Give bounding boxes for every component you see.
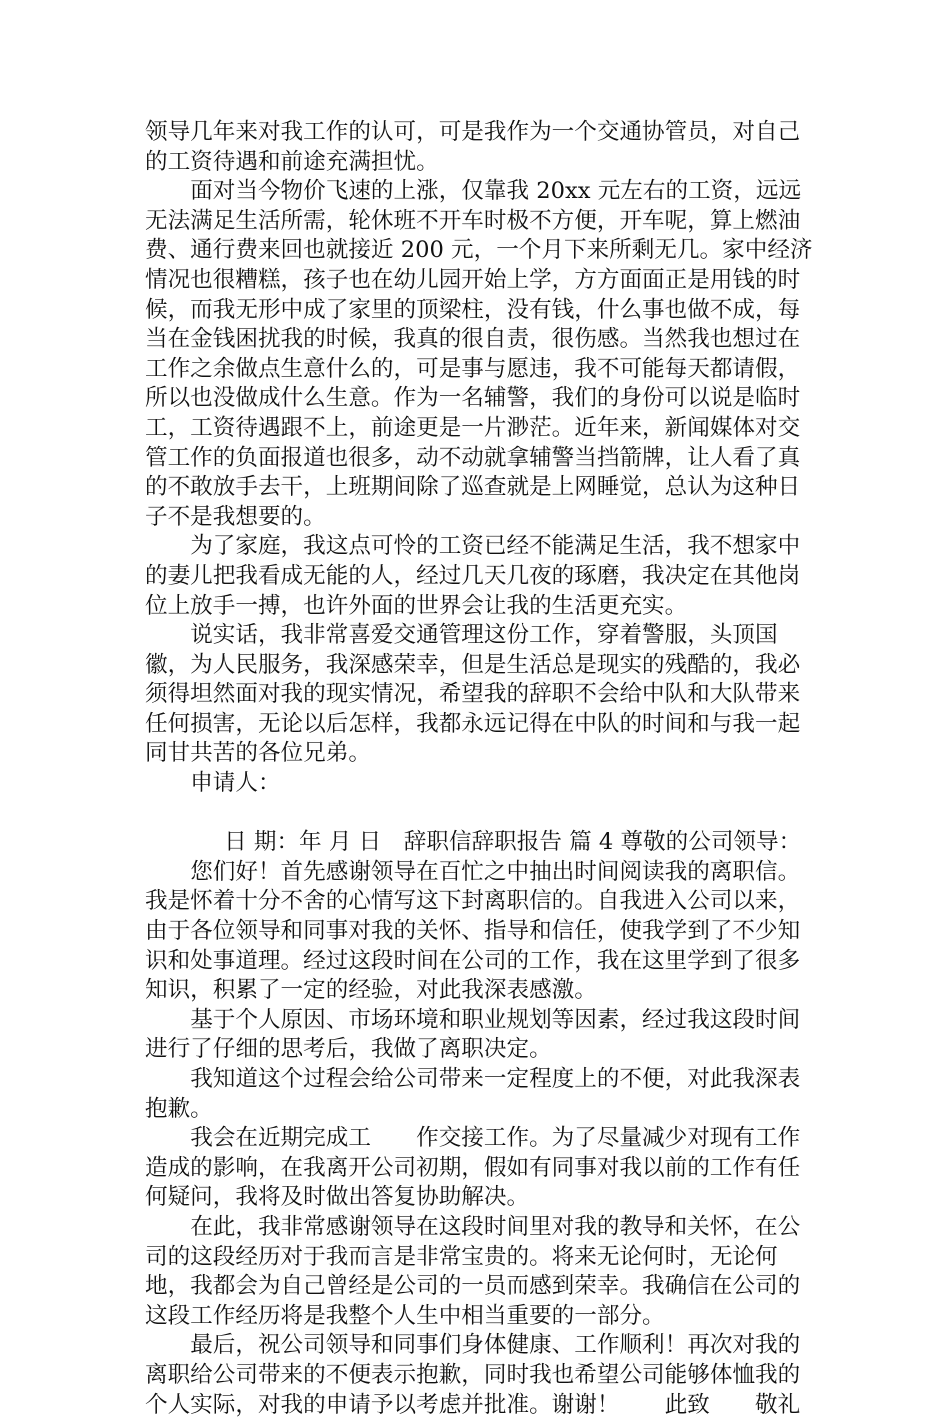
paragraph-prices: 面对当今物价飞速的上涨，仅靠我 20xx 元左右的工资，远远无法满足生活所需，轮休班不开车时极不方便，开车呢，算上燃油费、通行费来回也就接近 200 元，一个月下来所剩无几。家中经济情况也很糟糕，孩子也在幼儿园开始上学，方方面面正是用钱的时候，而我无形中成了家里的顶梁柱，没有钱，什么事也做不成，每当在金钱困扰我的时候，我真的很自责，很伤感。当然我也想过在工作之余做点生意什么的，可是事与愿违，我不可能每天都请假，所以也没做成什么生意。作为一名辅警，我们的身份可以说是临时工，工资待遇跟不上，前途更是一片渺茫。近年来，新闻媒体对交管工作的负面报道也很多，动不动就拿辅警当挡箭牌，让人看了真的不敢放手去干，上班期间除了巡查就是上网睡觉，总认为这种日子不是我想要的。 <box>145 178 813 530</box>
paragraph-honesty: 说实话，我非常喜爱交通管理这份工作，穿着警服，头顶国徽，为人民服务，我深感荣幸，但是生活总是现实的残酷的，我必须得坦然面对我的现实情况，希望我的辞职不会给中队和大队带来任何损害，无论以后怎样，我都永远记得在中队的时间和与我一起同甘共苦的各位兄弟。 <box>145 622 801 767</box>
blank-line <box>145 799 815 829</box>
paragraph-apology: 我知道这个过程会给公司带来一定程度上的不便，对此我深表抱歉。 <box>145 1066 801 1122</box>
date-heading-line: 日 期：年 月 日 辞职信辞职报告 篇 4 尊敬的公司领导： <box>224 829 802 856</box>
paragraph-closing: 最后，祝公司领导和同事们身体健康、工作顺利！再次对我的离职给公司带来的不便表示抱歉，同时我也希望公司能够体恤我的个人实际，对我的申请予以考虑并批准。谢谢！ 此致 敬礼 <box>145 1332 801 1418</box>
paragraph-thanks: 在此，我非常感谢领导在这段时间里对我的教导和关怀，在公司的这段经历对于我而言是非常宝贵的。将来无论何时，无论何地，我都会为自己曾经是公司的一员而感到荣幸。我确信在公司的这段工作经历将是我整个人生中相当重要的一部分。 <box>145 1213 801 1329</box>
paragraph-family: 为了家庭，我这点可怜的工资已经不能满足生活，我不想家中的妻儿把我看成无能的人，经过几天几夜的琢磨，我决定在其他岗位上放手一搏，也许外面的世界会让我的生活更充实。 <box>145 533 801 619</box>
document-body <box>145 118 815 1420</box>
applicant-line: 申请人： <box>190 770 281 797</box>
paragraph-reasons: 基于个人原因、市场环境和职业规划等因素，经过我这段时间进行了仔细的思考后，我做了离职决定。 <box>145 1006 801 1063</box>
paragraph-greeting: 您们好！首先感谢领导在百忙之中抽出时间阅读我的离职信。我是怀着十分不舍的心情写这下封离职信的。自我进入公司以来，由于各位领导和同事对我的关怀、指导和信任，使我学到了不少知识和处事道理。经过这段时间在公司的工作，我在这里学到了很多知识，积累了一定的经验，对此我深表感激。 <box>145 858 801 1004</box>
paragraph-continuation: 领导几年来对我工作的认可，可是我作为一个交通协管员，对自己的工资待遇和前途充满担忧。 <box>145 119 801 175</box>
paragraph-handover: 我会在近期完成工 作交接工作。为了尽量减少对现有工作造成的影响，在我离开公司初期，假如有同事对我以前的工作有任何疑问，我将及时做出答复协助解决。 <box>145 1125 801 1211</box>
